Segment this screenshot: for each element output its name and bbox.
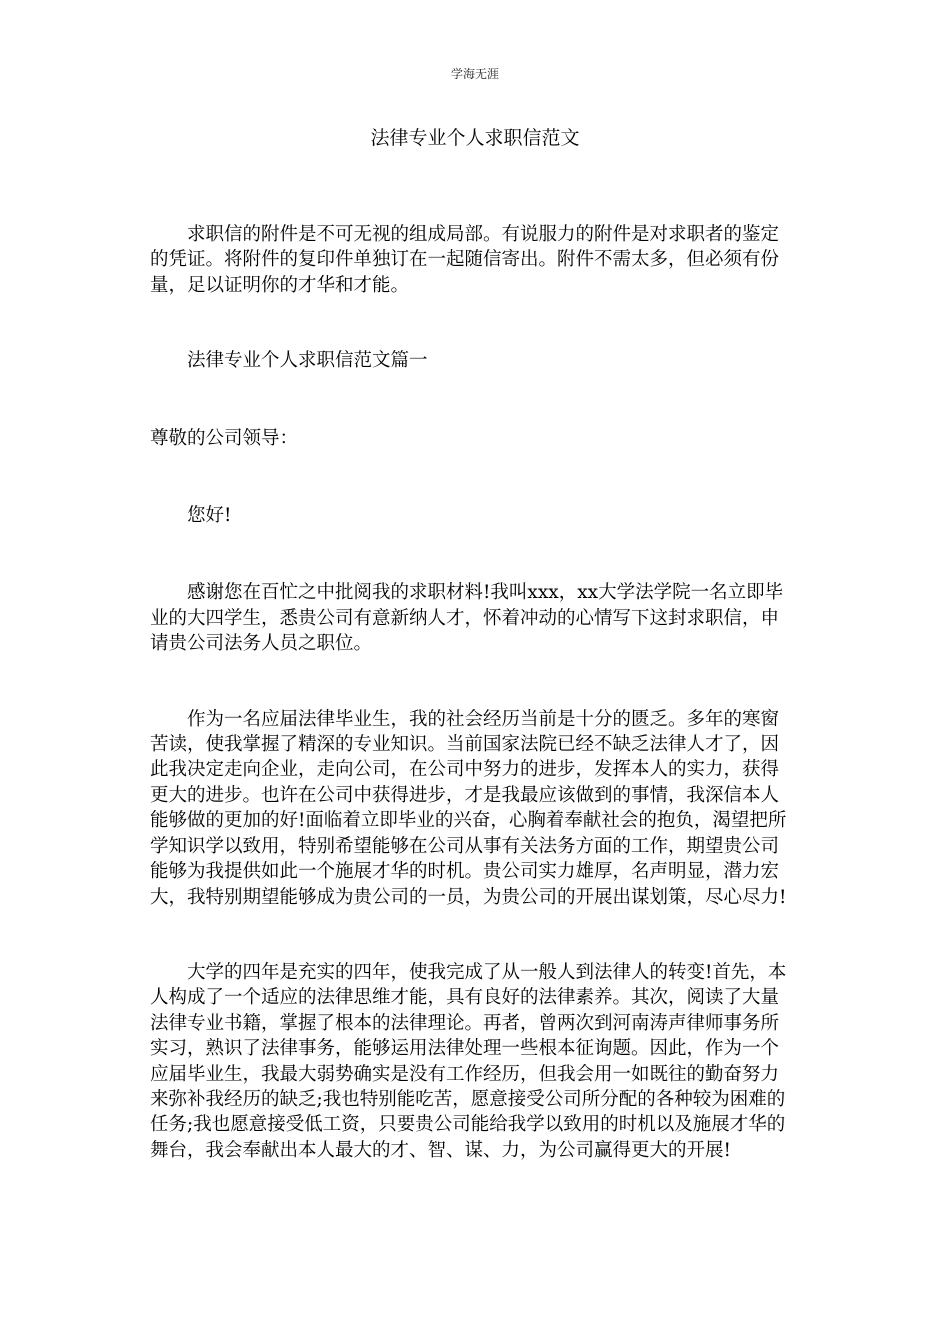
body-paragraph-2: 作为一名应届法律毕业生，我的社会经历当前是十分的匮乏。多年的寒窗苦读，使我掌握了精深的专业知识。当前国家法院已经不缺乏法律人才了，因此我决定走向企业，走向公司，在公司中努力的进步，发挥本人的实力，获得更大的进步。也许在公司中获得进步，才是我最应该做到的事情，我深信本人能够做的更加的好!面临着立即毕业的兴奋，心胸着奉献社会的抱负，渴望把所学知识学以致用，特别希望能够在公司从事有关法务方面的工作，期望贵公司能够为我提供如此一个施展才华的时机。贵公司实力雄厚，名声明显，潜力宏大，我特别期望能够成为贵公司的一员，为贵公司的开展出谋划策，尽心尽力! — [150, 708, 787, 908]
greeting: 您好! — [187, 505, 232, 527]
section-heading: 法律专业个人求职信范文篇一 — [187, 350, 428, 372]
salutation: 尊敬的公司领导： — [150, 427, 299, 449]
document-title: 法律专业个人求职信范文 — [370, 127, 580, 149]
document-body — [150, 222, 790, 1213]
page-header: 学海无涯 — [450, 67, 499, 81]
body-paragraph-1: 感谢您在百忙之中批阅我的求职材料!我叫xxx，xx大学法学院一名立即毕业的大四学生，悉贵公司有意新纳人才，怀着冲动的心情写下这封求职信，申请贵公司法务人员之职位。 — [150, 582, 784, 655]
intro-paragraph: 求职信的附件是不可无视的组成局部。有说服力的附件是对求职者的鉴定的凭证。将附件的复印件单独订在一起随信寄出。附件不需太多，但必须有份量，足以证明你的才华和才能。 — [150, 224, 780, 296]
body-paragraph-3: 大学的四年是充实的四年，使我完成了从一般人到法律人的转变!首先，本人构成了一个适应的法律思维才能，具有良好的法律素养。其次，阅读了大量法律专业书籍，掌握了根本的法律理论。再者，曾两次到河南涛声律师事务所实习，熟识了法律事务，能够运用法律处理一些根本征询题。因此，作为一个应届毕业生，我最大弱势确实是没有工作经历，但我会用一如既往的勤奋努力来弥补我经历的缺乏;我也特别能吃苦，愿意接受公司所分配的各种较为困难的任务;我也愿意接受低工资，只要贵公司能给我学以致用的时机以及施展才华的舞台，我会奉献出本人最大的才、智、谋、力，为公司赢得更大的开展! — [150, 961, 787, 1161]
